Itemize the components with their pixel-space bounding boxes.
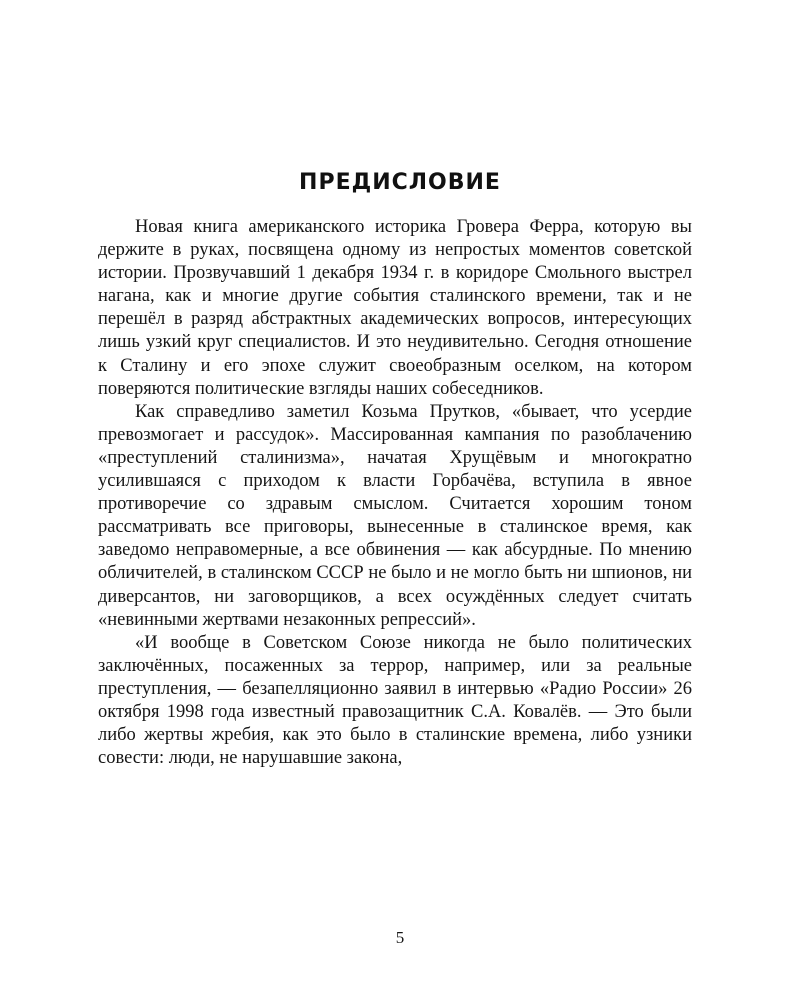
page-number: 5 [395,928,405,947]
paragraph-1: Новая книга американского историка Гровера Ферра, которую вы держите в руках, посвящена одному из непростых моментов советской истории. Прозвучавший 1 декабря 1934 г. в коридоре Смольного выстрел нагана, как и многие другие события сталинского времени, так и не перешёл в разряд абстрактных академических вопросов, интересующих лишь узкий круг специалистов. И это неудивительно. Сегодня отношение к Сталину и его эпохе служит своеобразным оселком, на котором поверяются политические взгляды наших собеседников. [98,217,692,399]
body-text [98,216,692,770]
chapter-heading: ПРЕДИСЛОВИЕ [299,170,501,195]
paragraph-3: «И вообще в Советском Союзе никогда не было политических заключённых, посаженных за террор, например, или за реальные преступления, — безапелляционно заявил в интервью «Радио России» 26 октября 1998 года известный правозащитник С.А. Ковалёв. — Это были либо жертвы жребия, как это было в сталинские времена, либо узники совести: люди, не нарушавшие закона, [98,632,692,769]
paragraph-2: Как справедливо заметил Козьма Прутков, «бывает, что усердие превозмогает и рассудок». Массированная кампания по разоблачению «преступлений сталинизма», начатая Хрущёвым и многократно усилившаяся с приходом к власти Горбачёва, вступила в явное противоречие со здравым смыслом. Считается хорошим тоном рассматривать все приговоры, вынесенные в сталинское время, как заведомо неправомерные, а все обвинения — как абсурдные. По мнению обличителей, в сталинском СССР не было и не могло быть ни шпионов, ни диверсантов, ни заговорщиков, а всех осуждённых следует считать «невинными жертвами незаконных репрессий». [98,401,692,630]
